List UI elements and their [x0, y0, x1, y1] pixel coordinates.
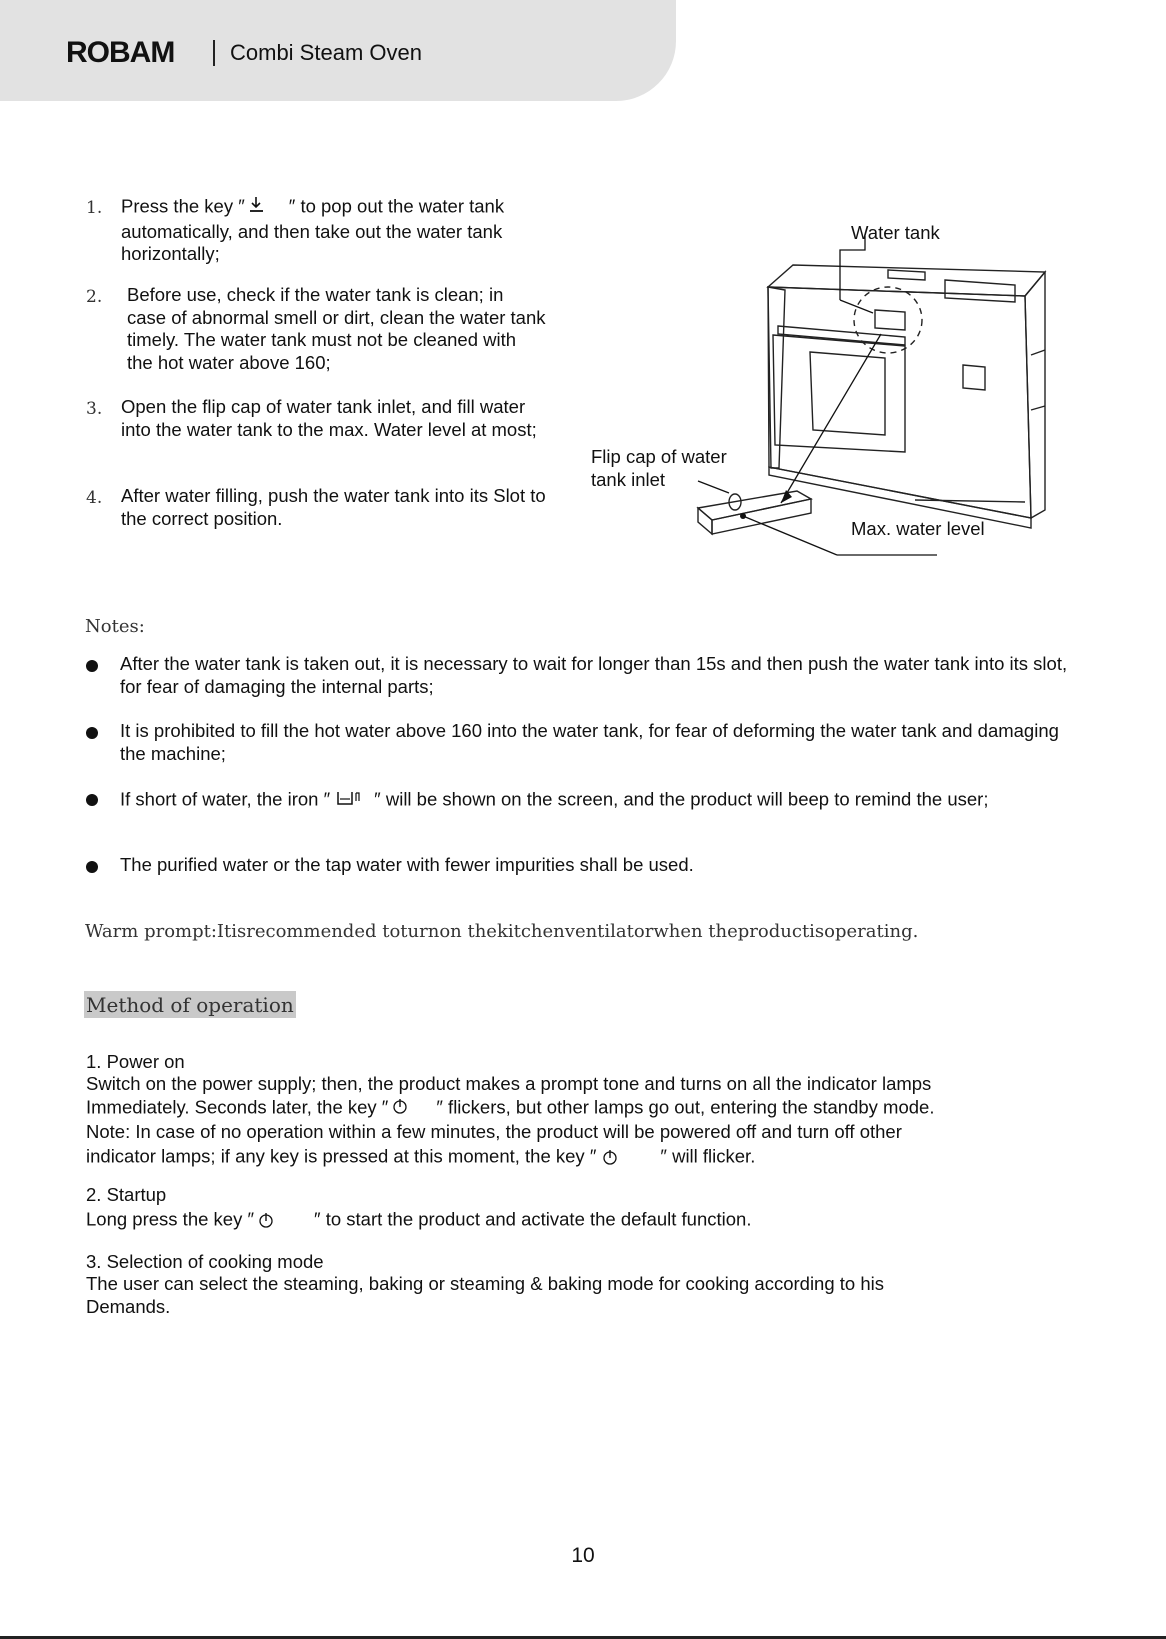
page-number: 10 — [571, 1544, 595, 1567]
startup-section — [86, 1184, 1086, 1236]
step-text-before: Press the key ″ — [121, 195, 245, 217]
power-on-section — [86, 1051, 1086, 1172]
step-number: 4. — [86, 488, 103, 508]
note-text — [120, 787, 1086, 815]
flip-cap-label-line1: Flip cap of water — [591, 446, 727, 467]
power-icon — [598, 1143, 658, 1172]
document-title: Combi Steam Oven — [230, 40, 422, 65]
note-text: After the water tank is taken out, it is necessary to wait for longer than 15s and then push the water tank into its slot, for fear of damaging the internal parts; — [120, 653, 1068, 697]
water-tank-eject-icon — [247, 195, 287, 221]
bullet-icon — [86, 660, 98, 672]
selection-line2: Demands. — [86, 1295, 171, 1317]
power-on-title: 1. Power on — [86, 1051, 185, 1072]
selection-line1: The user can select the steaming, baking or steaming & baking mode for cooking according to his — [86, 1273, 884, 1295]
water-shortage-icon — [332, 787, 372, 815]
step-text: Open the flip cap of water tank inlet, and fill water into the water tank to the max. Water level at most; — [121, 396, 537, 440]
step-2 — [86, 284, 546, 374]
step-text-after: ″ to pop out the water tank automatically, and then take out the water tank horizontally; — [121, 195, 505, 264]
step-1 — [86, 195, 546, 266]
step-3 — [86, 396, 546, 441]
step-4 — [86, 485, 546, 530]
startup-line-after: ″ to start the product and activate the default function. — [314, 1208, 752, 1230]
note-text: It is prohibited to fill the hot water above 160 into the water tank, for fear of deforming the water tank and damaging the machine; — [120, 720, 1059, 764]
notes-heading: Notes: — [85, 616, 145, 637]
method-heading: Method of operation — [86, 993, 294, 1017]
water-tank-diagram — [585, 210, 1075, 570]
startup-title: 2. Startup — [86, 1184, 167, 1205]
note-item-3 — [86, 787, 1086, 815]
selection-title: 3. Selection of cooking mode — [86, 1251, 324, 1272]
step-text: Before use, check if the water tank is clean; in case of abnormal smell or dirt, clean the water tank timely. The water tank must not be cleaned with the hot water above 160; — [127, 284, 546, 373]
oven-illustration — [585, 210, 1075, 570]
note-text-before: If short of water, the iron ″ — [120, 788, 331, 810]
note-text-after: ″ will be shown on the screen, and the product will beep to remind the user; — [374, 788, 989, 810]
note-item-2 — [86, 720, 1086, 765]
note-item-1 — [86, 653, 1086, 698]
power-on-line2-after: ″ flickers, but other lamps go out, entering the standby mode. — [436, 1096, 935, 1118]
power-on-line1: Switch on the power supply; then, the product makes a prompt tone and turns on all the indicator lamps — [86, 1073, 932, 1095]
power-on-line4-before: indicator lamps; if any key is pressed at this moment, the key ″ — [86, 1145, 597, 1167]
power-icon — [390, 1096, 434, 1121]
step-number: 1. — [86, 198, 103, 218]
header-divider — [213, 40, 215, 66]
step-text: After water filling, push the water tank into its Slot to the correct position. — [121, 485, 546, 529]
note-text: The purified water or the tap water with fewer impurities shall be used. — [120, 854, 694, 875]
flip-cap-label-line2: tank inlet — [591, 469, 666, 490]
water-tank-label: Water tank — [851, 222, 940, 243]
power-on-line2 — [86, 1096, 1086, 1121]
step-number: 2. — [86, 287, 103, 307]
max-water-level-label: Max. water level — [851, 518, 985, 539]
power-on-line2-before: Immediately. Seconds later, the key ″ — [86, 1096, 389, 1118]
power-on-line3: Note: In case of no operation within a few minutes, the product will be powered off and turn off other — [86, 1120, 902, 1142]
bullet-icon — [86, 861, 98, 873]
power-icon — [256, 1206, 312, 1235]
startup-line-before: Long press the key ″ — [86, 1208, 255, 1230]
power-on-line4 — [86, 1143, 1086, 1172]
warm-prompt: Warm prompt:Itisrecommended toturnon thekitchenventilatorwhen theproductisoperating. — [85, 921, 919, 942]
bullet-icon — [86, 794, 98, 806]
step-text — [121, 195, 546, 266]
power-on-line4-after: ″ will flicker. — [660, 1145, 756, 1167]
bullet-icon — [86, 727, 98, 739]
startup-line — [86, 1206, 1086, 1235]
brand-logo: ROBAM — [66, 36, 175, 69]
selection-section — [86, 1251, 1086, 1318]
note-item-4 — [86, 854, 1086, 877]
step-number: 3. — [86, 399, 103, 419]
